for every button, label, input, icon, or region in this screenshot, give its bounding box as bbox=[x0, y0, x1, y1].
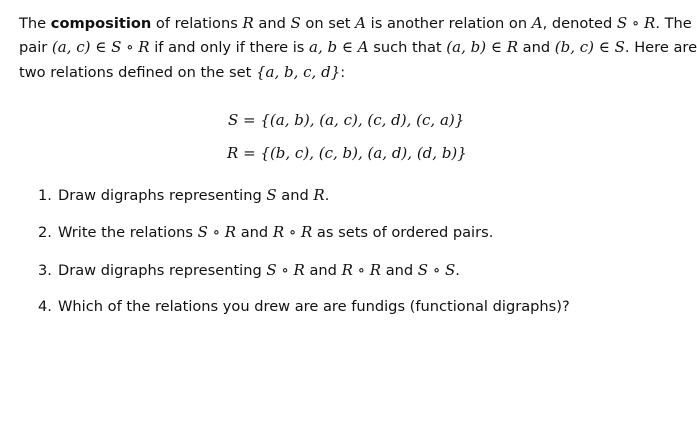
math: R ∘ R bbox=[272, 223, 313, 241]
eq-rhs: = {(b, c), (c, b), (a, d), (d, b)} bbox=[238, 144, 467, 162]
intro-line-1 bbox=[19, 14, 692, 32]
math: S bbox=[266, 186, 277, 204]
text: and bbox=[253, 15, 291, 32]
text: Write the relations bbox=[58, 224, 198, 241]
intro-line-3 bbox=[19, 63, 345, 81]
list-item bbox=[38, 261, 460, 279]
math: S ∘ R bbox=[197, 223, 237, 241]
math-R: R bbox=[242, 14, 254, 32]
item-number: 1. bbox=[38, 187, 52, 204]
list-item bbox=[38, 223, 493, 241]
math-A: A bbox=[531, 14, 543, 32]
text: and bbox=[304, 262, 342, 279]
eq-rhs: = {(a, b), (a, c), (c, d), (c, a)} bbox=[238, 111, 465, 129]
math-ab-in-R: (a, b) ∈ R bbox=[446, 38, 519, 56]
item-number: 3. bbox=[38, 262, 52, 279]
list-item bbox=[38, 186, 329, 204]
text: and bbox=[518, 39, 555, 56]
text: , denoted bbox=[542, 15, 617, 32]
text: Draw digraphs representing bbox=[58, 262, 267, 279]
text: is another relation on bbox=[366, 15, 532, 32]
text: and bbox=[236, 224, 273, 241]
text: and bbox=[381, 262, 418, 279]
math-set: {a, b, c, d} bbox=[256, 63, 341, 81]
text: as sets of ordered pairs. bbox=[312, 224, 494, 241]
math-pair-ac: (a, c) ∈ S ∘ R bbox=[51, 38, 150, 56]
term-composition: composition bbox=[50, 15, 152, 32]
text: Draw digraphs representing bbox=[58, 187, 267, 204]
text: . The bbox=[655, 15, 692, 32]
item-number: 2. bbox=[38, 224, 52, 241]
text: . bbox=[324, 187, 330, 204]
list-item bbox=[38, 298, 570, 315]
text: Which of the relations you drew are are fundigs (functional digraphs)? bbox=[58, 298, 570, 315]
math-S-comp-R: S ∘ R bbox=[616, 14, 656, 32]
text: The bbox=[19, 15, 51, 32]
item-number: 4. bbox=[38, 298, 52, 315]
text: : bbox=[340, 64, 346, 81]
text: if and only if there is bbox=[149, 39, 310, 56]
intro-line-2 bbox=[19, 38, 697, 56]
text: . Here are bbox=[624, 39, 697, 56]
math-A: A bbox=[355, 14, 367, 32]
eq-lhs: S bbox=[228, 111, 239, 129]
text: and bbox=[276, 187, 314, 204]
text: on set bbox=[300, 15, 356, 32]
equation-R bbox=[227, 144, 467, 162]
math: R ∘ R bbox=[341, 261, 382, 279]
equation-S bbox=[228, 111, 464, 129]
text: such that bbox=[368, 39, 447, 56]
math: R bbox=[313, 186, 325, 204]
math: S ∘ R bbox=[266, 261, 305, 279]
math-bc-in-S: (b, c) ∈ S bbox=[554, 38, 625, 56]
text: two relations defined on the set bbox=[19, 64, 256, 81]
math: S ∘ S bbox=[417, 261, 456, 279]
text: pair bbox=[19, 39, 52, 56]
eq-lhs: R bbox=[227, 144, 239, 162]
text: of relations bbox=[151, 15, 243, 32]
math-ab-in-A: a, b ∈ A bbox=[309, 38, 369, 56]
math-S: S bbox=[290, 14, 301, 32]
text: . bbox=[455, 262, 460, 279]
